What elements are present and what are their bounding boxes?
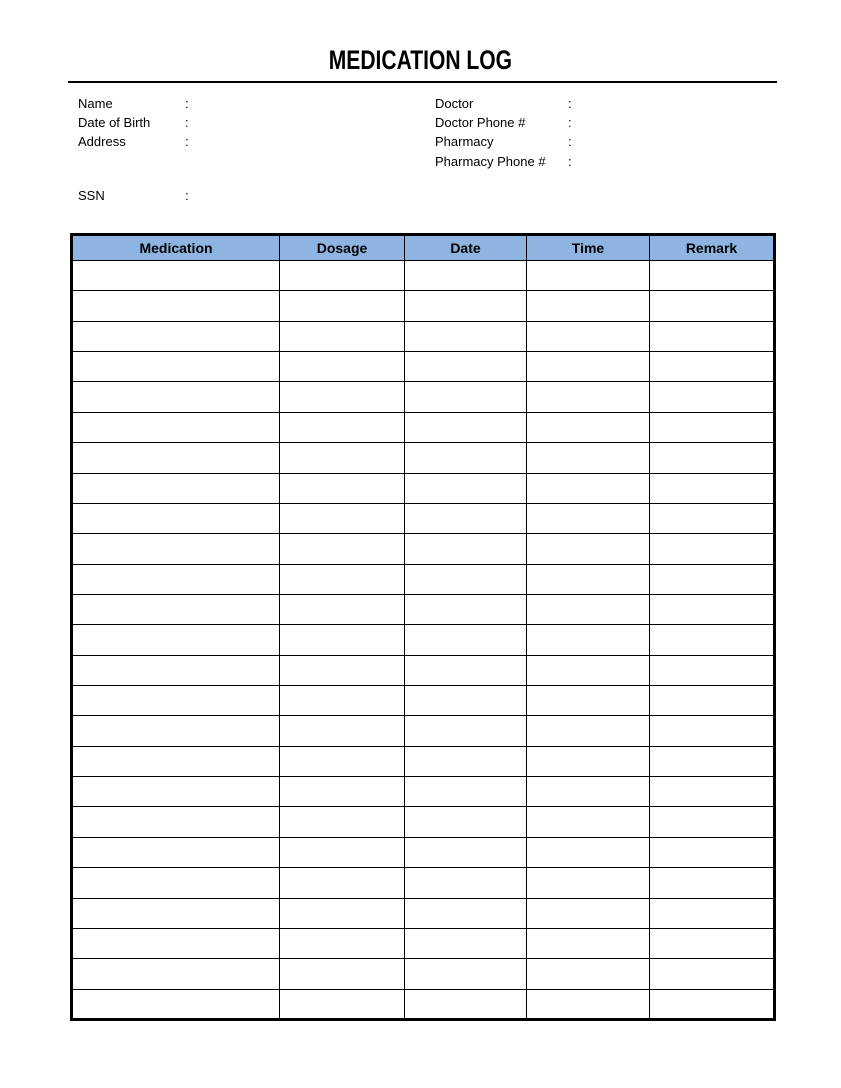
- table-cell-medication[interactable]: [72, 564, 280, 594]
- table-cell-date[interactable]: [405, 382, 527, 412]
- table-cell-time[interactable]: [527, 807, 650, 837]
- table-cell-time[interactable]: [527, 989, 650, 1019]
- table-cell-date[interactable]: [405, 412, 527, 442]
- table-cell-dosage[interactable]: [280, 261, 405, 291]
- doctor-label: Doctor: [435, 96, 474, 112]
- doctor-value[interactable]: [582, 96, 722, 112]
- table-cell-time[interactable]: [527, 655, 650, 685]
- table-row: [72, 716, 775, 746]
- table-cell-remark[interactable]: [650, 352, 775, 382]
- table-cell-medication[interactable]: [72, 473, 280, 503]
- page-title: MEDICATION LOG: [328, 45, 513, 75]
- table-cell-dosage[interactable]: [280, 352, 405, 382]
- doctor-phone-value[interactable]: [582, 115, 722, 131]
- doctor-colon: :: [568, 96, 572, 112]
- table-cell-time[interactable]: [527, 716, 650, 746]
- table-cell-time[interactable]: [527, 473, 650, 503]
- table-cell-medication[interactable]: [72, 807, 280, 837]
- table-cell-date[interactable]: [405, 898, 527, 928]
- table-cell-date[interactable]: [405, 291, 527, 321]
- table-cell-time[interactable]: [527, 382, 650, 412]
- table-cell-remark[interactable]: [650, 503, 775, 533]
- table-cell-remark[interactable]: [650, 928, 775, 958]
- doctor-phone-colon: :: [568, 115, 572, 131]
- table-cell-time[interactable]: [527, 777, 650, 807]
- column-header-remark: Remark: [650, 235, 775, 261]
- pharmacy-label: Pharmacy: [435, 134, 494, 150]
- table-row: [72, 291, 775, 321]
- table-row: [72, 473, 775, 503]
- column-header-date: Date: [405, 235, 527, 261]
- table-cell-time[interactable]: [527, 625, 650, 655]
- table-cell-dosage[interactable]: [280, 321, 405, 351]
- table-cell-time[interactable]: [527, 412, 650, 442]
- table-cell-time[interactable]: [527, 352, 650, 382]
- table-cell-date[interactable]: [405, 837, 527, 867]
- table-cell-medication[interactable]: [72, 989, 280, 1019]
- pharmacy-row: [435, 132, 722, 151]
- table-cell-remark[interactable]: [650, 655, 775, 685]
- table-cell-time[interactable]: [527, 291, 650, 321]
- table-cell-date[interactable]: [405, 959, 527, 989]
- table-cell-dosage[interactable]: [280, 503, 405, 533]
- table-cell-medication[interactable]: [72, 625, 280, 655]
- table-cell-dosage[interactable]: [280, 655, 405, 685]
- table-cell-remark[interactable]: [650, 625, 775, 655]
- table-cell-dosage[interactable]: [280, 564, 405, 594]
- table-cell-medication[interactable]: [72, 412, 280, 442]
- table-row: [72, 412, 775, 442]
- table-cell-time[interactable]: [527, 868, 650, 898]
- table-cell-dosage[interactable]: [280, 746, 405, 776]
- table-row: [72, 837, 775, 867]
- table-cell-time[interactable]: [527, 594, 650, 624]
- address-colon: :: [185, 134, 189, 150]
- ssn-block: [78, 186, 339, 205]
- table-cell-time[interactable]: [527, 959, 650, 989]
- table-cell-medication[interactable]: [72, 321, 280, 351]
- date-of-birth-value[interactable]: [199, 115, 339, 131]
- table-row: [72, 261, 775, 291]
- table-cell-medication[interactable]: [72, 443, 280, 473]
- table-cell-dosage[interactable]: [280, 928, 405, 958]
- table-cell-dosage[interactable]: [280, 989, 405, 1019]
- table-cell-dosage[interactable]: [280, 686, 405, 716]
- ssn-row: [78, 186, 339, 205]
- table-cell-date[interactable]: [405, 868, 527, 898]
- table-cell-date[interactable]: [405, 473, 527, 503]
- doctor-pharmacy-info-block: [435, 94, 722, 171]
- table-cell-medication[interactable]: [72, 382, 280, 412]
- table-cell-dosage[interactable]: [280, 443, 405, 473]
- pharmacy-phone-value[interactable]: [582, 153, 722, 169]
- table-row: [72, 655, 775, 685]
- table-row: [72, 686, 775, 716]
- table-cell-time[interactable]: [527, 534, 650, 564]
- table-cell-time[interactable]: [527, 503, 650, 533]
- name-label: Name: [78, 96, 113, 112]
- table-cell-medication[interactable]: [72, 503, 280, 533]
- table-cell-medication[interactable]: [72, 898, 280, 928]
- date-of-birth-label: Date of Birth: [78, 115, 151, 131]
- table-cell-remark[interactable]: [650, 261, 775, 291]
- doctor-phone-label: Doctor Phone #: [435, 115, 526, 131]
- table-row: [72, 443, 775, 473]
- doctor-phone-row: [435, 113, 722, 132]
- pharmacy-phone-row: [435, 152, 722, 171]
- address-value[interactable]: [199, 134, 339, 150]
- doctor-row: [435, 94, 722, 113]
- table-cell-date[interactable]: [405, 777, 527, 807]
- table-row: [72, 746, 775, 776]
- table-cell-remark[interactable]: [650, 716, 775, 746]
- pharmacy-colon: :: [568, 134, 572, 150]
- table-cell-date[interactable]: [405, 352, 527, 382]
- table-cell-remark[interactable]: [650, 898, 775, 928]
- table-cell-time[interactable]: [527, 898, 650, 928]
- table-row: [72, 382, 775, 412]
- table-cell-remark[interactable]: [650, 959, 775, 989]
- table-cell-time[interactable]: [527, 261, 650, 291]
- ssn-colon: :: [185, 188, 189, 204]
- title-divider: [68, 81, 777, 83]
- table-cell-medication[interactable]: [72, 534, 280, 564]
- table-cell-medication[interactable]: [72, 655, 280, 685]
- table-cell-dosage[interactable]: [280, 473, 405, 503]
- table-cell-medication[interactable]: [72, 746, 280, 776]
- table-cell-time[interactable]: [527, 564, 650, 594]
- table-cell-dosage[interactable]: [280, 625, 405, 655]
- table-cell-medication[interactable]: [72, 352, 280, 382]
- table-cell-date[interactable]: [405, 807, 527, 837]
- table-row: [72, 928, 775, 958]
- table-row: [72, 321, 775, 351]
- table-cell-medication[interactable]: [72, 928, 280, 958]
- table-cell-dosage[interactable]: [280, 868, 405, 898]
- table-cell-medication[interactable]: [72, 837, 280, 867]
- ssn-label: SSN: [78, 188, 105, 204]
- date-of-birth-row: [78, 113, 339, 132]
- column-header-time: Time: [527, 235, 650, 261]
- table-cell-remark[interactable]: [650, 777, 775, 807]
- table-cell-date[interactable]: [405, 625, 527, 655]
- table-cell-remark[interactable]: [650, 534, 775, 564]
- table-cell-dosage[interactable]: [280, 837, 405, 867]
- table-cell-time[interactable]: [527, 928, 650, 958]
- name-row: [78, 94, 339, 113]
- table-cell-remark[interactable]: [650, 868, 775, 898]
- table-cell-remark[interactable]: [650, 807, 775, 837]
- table-row: [72, 534, 775, 564]
- table-cell-remark[interactable]: [650, 686, 775, 716]
- table-row: [72, 959, 775, 989]
- table-cell-date[interactable]: [405, 746, 527, 776]
- table-cell-remark[interactable]: [650, 382, 775, 412]
- table-row: [72, 352, 775, 382]
- table-cell-time[interactable]: [527, 321, 650, 351]
- pharmacy-phone-colon: :: [568, 153, 572, 169]
- date-of-birth-colon: :: [185, 115, 189, 131]
- column-header-dosage: Dosage: [280, 235, 405, 261]
- pharmacy-phone-label: Pharmacy Phone #: [435, 153, 546, 169]
- table-row: [72, 777, 775, 807]
- table-cell-remark[interactable]: [650, 291, 775, 321]
- table-cell-medication[interactable]: [72, 594, 280, 624]
- table-cell-medication[interactable]: [72, 777, 280, 807]
- table-cell-medication[interactable]: [72, 868, 280, 898]
- table-cell-dosage[interactable]: [280, 534, 405, 564]
- header-row: [72, 235, 775, 261]
- table-cell-date[interactable]: [405, 686, 527, 716]
- table-row: [72, 989, 775, 1019]
- table-cell-dosage[interactable]: [280, 777, 405, 807]
- table-cell-medication[interactable]: [72, 261, 280, 291]
- table-cell-dosage[interactable]: [280, 898, 405, 928]
- table-cell-remark[interactable]: [650, 443, 775, 473]
- table-cell-time[interactable]: [527, 746, 650, 776]
- table-row: [72, 594, 775, 624]
- ssn-value[interactable]: [199, 188, 339, 204]
- table-cell-time[interactable]: [527, 837, 650, 867]
- table-cell-date[interactable]: [405, 655, 527, 685]
- table-row: [72, 564, 775, 594]
- table-cell-time[interactable]: [527, 686, 650, 716]
- table-cell-medication[interactable]: [72, 716, 280, 746]
- table-cell-remark[interactable]: [650, 321, 775, 351]
- medication-table-header: [72, 235, 775, 261]
- table-cell-remark[interactable]: [650, 412, 775, 442]
- medication-table-body: [72, 261, 775, 1020]
- table-cell-dosage[interactable]: [280, 594, 405, 624]
- table-row: [72, 503, 775, 533]
- table-cell-medication[interactable]: [72, 686, 280, 716]
- table-cell-date[interactable]: [405, 594, 527, 624]
- name-colon: :: [185, 96, 189, 112]
- table-cell-date[interactable]: [405, 534, 527, 564]
- table-cell-date[interactable]: [405, 928, 527, 958]
- table-row: [72, 898, 775, 928]
- column-header-medication: Medication: [72, 235, 280, 261]
- table-cell-date[interactable]: [405, 564, 527, 594]
- table-row: [72, 807, 775, 837]
- table-cell-medication[interactable]: [72, 959, 280, 989]
- table-cell-dosage[interactable]: [280, 382, 405, 412]
- table-cell-remark[interactable]: [650, 564, 775, 594]
- table-cell-dosage[interactable]: [280, 291, 405, 321]
- table-cell-remark[interactable]: [650, 837, 775, 867]
- table-cell-date[interactable]: [405, 261, 527, 291]
- patient-info-block: [78, 94, 339, 152]
- table-row: [72, 625, 775, 655]
- table-cell-date[interactable]: [405, 989, 527, 1019]
- table-cell-dosage[interactable]: [280, 716, 405, 746]
- pharmacy-value[interactable]: [582, 134, 722, 150]
- table-row: [72, 868, 775, 898]
- table-cell-time[interactable]: [527, 443, 650, 473]
- medication-table: [70, 233, 776, 1021]
- table-cell-remark[interactable]: [650, 989, 775, 1019]
- address-row: [78, 132, 339, 151]
- table-cell-date[interactable]: [405, 503, 527, 533]
- table-cell-remark[interactable]: [650, 473, 775, 503]
- table-cell-dosage[interactable]: [280, 959, 405, 989]
- table-cell-date[interactable]: [405, 321, 527, 351]
- table-cell-date[interactable]: [405, 443, 527, 473]
- name-value[interactable]: [199, 96, 339, 112]
- table-cell-remark[interactable]: [650, 746, 775, 776]
- table-cell-date[interactable]: [405, 716, 527, 746]
- address-label: Address: [78, 134, 126, 150]
- table-cell-dosage[interactable]: [280, 412, 405, 442]
- table-cell-remark[interactable]: [650, 594, 775, 624]
- table-cell-dosage[interactable]: [280, 807, 405, 837]
- table-cell-medication[interactable]: [72, 291, 280, 321]
